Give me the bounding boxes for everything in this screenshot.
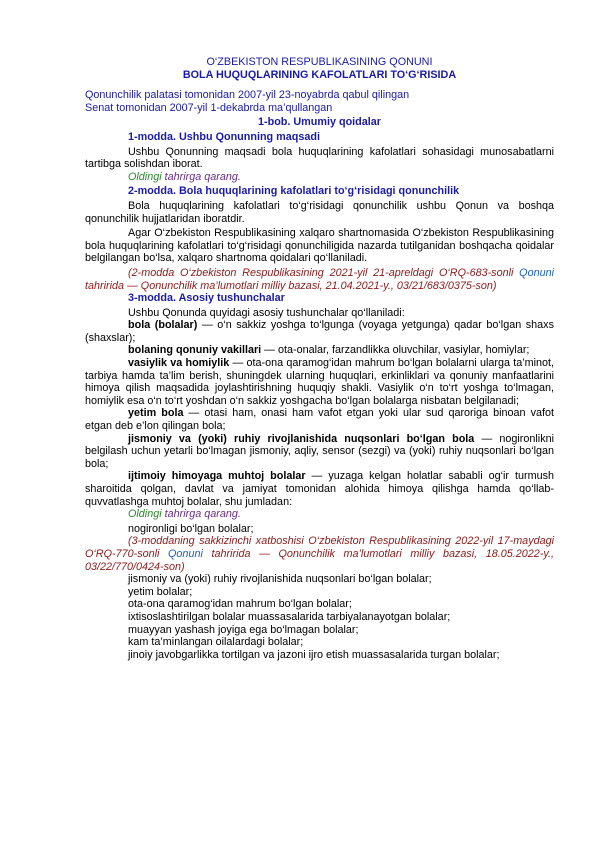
chapter-heading: 1-bob. Umumiy qoidalar bbox=[258, 116, 381, 129]
list-item: yetim bolalar; bbox=[128, 585, 193, 598]
list-item: jismoniy va (yoki) ruhiy rivojlanishida nuqsonlari bo‘lgan bolalar; bbox=[128, 573, 432, 586]
oldingi-link[interactable]: Oldingi bbox=[128, 170, 162, 183]
law-link[interactable]: Qonuni bbox=[168, 547, 203, 560]
definition: — otasi ham, onasi ham vafot etgan yoki ular sud qaroriga binoan vafot etgan deb e’lon qilingan bola; bbox=[85, 407, 554, 433]
note-text: tahririda — Qonunchilik ma’lumotlari milliy bazasi, 18.05.2022-y., 03/22/770/0424-son) bbox=[85, 547, 555, 573]
term: bola (bolalar) bbox=[128, 319, 198, 332]
tahrirga-link[interactable]: tahrirga qarang. bbox=[164, 508, 241, 521]
definition: — o‘n sakkiz yoshga to‘lgunga (voyaga yetgunga) qadar bo‘lgan shaxs (shaxslar); bbox=[85, 319, 554, 344]
article-2-para-1: Bola huquqlarining kafolatlari to‘g‘risidagi qonunchilik ushbu Qonun va boshqa qonunchilik hujjatlaridan iboratdir. bbox=[85, 199, 554, 225]
law-document bbox=[85, 54, 554, 661]
definition-bola bbox=[85, 319, 554, 344]
previous-edition-link-2[interactable] bbox=[85, 508, 554, 521]
definition-nuqsonli-bola bbox=[85, 433, 554, 471]
note-text: tahririda — Qonunchilik ma’lumotlari milliy bazasi, 21.04.2021-y., 03/21/683/0375-son) bbox=[85, 279, 497, 292]
article-2-title: 2-modda. Bola huquqlarining kafolatlari to‘g‘risidagi qonunchilik bbox=[128, 185, 460, 198]
list-item-nogironligi: nogironligi bo‘lgan bolalar; bbox=[128, 522, 254, 535]
list-item: ota-ona qaramog‘idan mahrum bo‘lgan bolalar; bbox=[128, 598, 352, 611]
definition: — nogironlikni belgilash uchun yetarli bo‘lmagan jismoniy, aqliy, sensor (sezgi) va (yoki) ruhiy nuqsonlari bo‘lgan bola; bbox=[85, 432, 554, 470]
doc-title-line2: BOLA HUQUQLARINING KAFOLATLARI TO‘G‘RISIDA bbox=[182, 68, 457, 81]
list-item: muayyan yashash joyiga ega bo‘lmagan bolalar; bbox=[128, 623, 359, 636]
list-item: jinoiy javobgarlikka tortilgan va jazoni ijro etish muassasalarida turgan bolalar; bbox=[128, 648, 500, 661]
definition-yetim-bola bbox=[85, 407, 554, 432]
list-item: kam ta’minlangan oilalardagi bolalar; bbox=[128, 636, 304, 649]
article-3-title: 3-modda. Asosiy tushunchalar bbox=[128, 292, 285, 305]
doc-title-line1: O‘ZBEKISTON RESPUBLIKASINING QONUNI bbox=[206, 56, 433, 68]
term: yetim bola bbox=[128, 407, 184, 420]
adoption-line-1: Qonunchilik palatasi tomonidan 2007-yil 23-noyabrda qabul qilingan bbox=[85, 89, 410, 102]
article-1-title: 1-modda. Ushbu Qonunning maqsadi bbox=[128, 130, 320, 143]
previous-edition-link-1[interactable] bbox=[85, 171, 554, 184]
article-1-text: Ushbu Qonunning maqsadi bola huquqlarining kafolatlari sohasidagi munosabatlarni tartibga solishdan iborat. bbox=[85, 145, 554, 171]
article-3-edit-note bbox=[85, 535, 554, 573]
list-item: ixtisoslashtirilgan bolalar muassasalarida tarbiyalanayotgan bolalar; bbox=[128, 610, 451, 623]
term: jismoniy va (yoki) ruhiy rivojlanishida nuqsonlari bo‘lgan bola bbox=[128, 432, 475, 445]
note-text: (3-moddaning sakkizinchi xatboshisi O‘zbekiston Respublikasining 2022-yil 17-maydagi O‘RQ-770-sonli bbox=[85, 535, 554, 560]
definition: — ota-ona qaramog‘idan mahrum bo‘lgan bolalarni ularga ta’minot, tarbiya hamda ta’lim berish, shuningdek ularning huquqlari, erkinliklari va qonuniy manfaatlarini himoya qilish maqsadida joylashtirishning huquqiy shakli. Vasiylik o‘n to‘rt yoshga to‘lmagan, homiylik esa o‘n to‘rt yoshdan o‘n sakkiz yoshgacha bo‘lgan bolalarga nisbatan belgilanadi; bbox=[85, 357, 554, 407]
article-2-para-2: Agar O‘zbekiston Respublikasining xalqaro shartnomasida O‘zbekiston Respublikasining bola huquqlarining kafolatlari to‘g‘risidagi qonunchiligida nazarda tutilganidan boshqacha qoidalar belgilangan bo‘lsa, xalqaro shartnoma qoidalari qo‘llaniladi. bbox=[85, 227, 554, 265]
tahrirga-link[interactable]: tahrirga qarang. bbox=[164, 170, 241, 183]
article-2-edit-note bbox=[85, 267, 554, 292]
note-text: (2-modda O‘zbekiston Respublikasining 2021-yil 21-apreldagi O‘RQ-683-sonli bbox=[128, 266, 520, 279]
law-link[interactable]: Qonuni bbox=[519, 266, 554, 279]
definition-ijtimoiy-himoya bbox=[85, 470, 554, 508]
definition: — ota-onalar, farzandlikka oluvchilar, vasiylar, homiylar; bbox=[261, 344, 530, 357]
term: ijtimoiy himoyaga muhtoj bolalar bbox=[128, 470, 306, 483]
article-3-intro: Ushbu Qonunda quyidagi asosiy tushunchalar qo‘llaniladi: bbox=[128, 306, 405, 319]
oldingi-link[interactable]: Oldingi bbox=[128, 508, 162, 521]
definition-qonuniy-vakil bbox=[85, 344, 554, 357]
adoption-line-2: Senat tomonidan 2007-yil 1-dekabrda ma’qullangan bbox=[85, 101, 333, 114]
definition-vasiylik bbox=[85, 357, 554, 407]
term: vasiylik va homiylik bbox=[128, 357, 230, 370]
term: bolaning qonuniy vakillari bbox=[128, 344, 262, 357]
definition: — yuzaga kelgan holatlar sababli og‘ir turmush sharoitida qolgan, davlat va jamiyat tomonidan alohida himoya qilishga hamda qo‘llab-quvvatlashga muhtoj bolalar, shu jumladan: bbox=[85, 470, 554, 508]
